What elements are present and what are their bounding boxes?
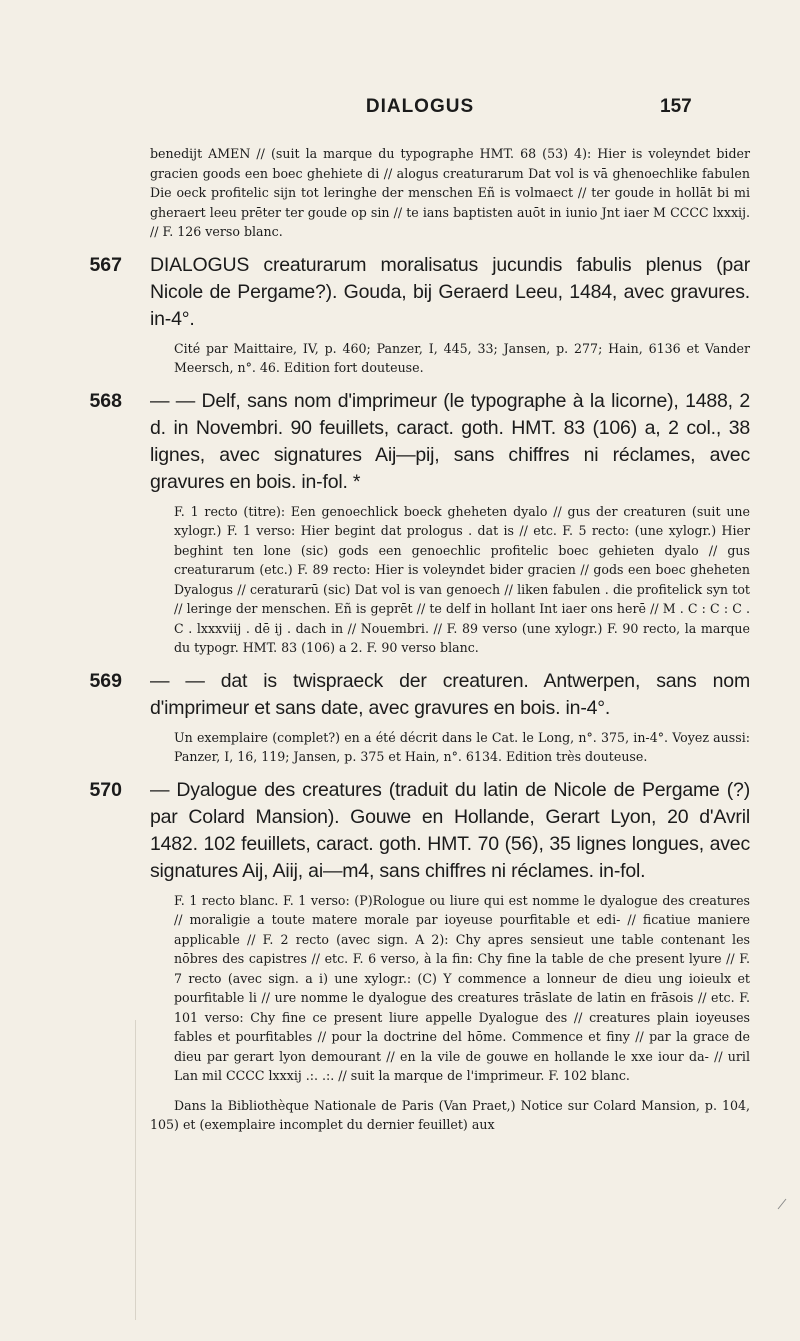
entry-number: 567 — [89, 253, 122, 276]
entry-note: F. 1 recto (titre): Een genoechlick boeck gheheten dyalo // gus der creaturen (suit une xylogr.) F. 1 verso: Hier begint dat prologus . dat is // etc. F. 5 recto: (une xylogr.) Hier beghint ten lone (sic) gods een genoechlic profitelic boec gehieten dyalo // gus creaturarum (etc.) F. 89 recto: Hier is voleyndet bider gracien // gods een boec gheheten Dyalogus // ceraturarū (sic) Dat vol is van genoech // liken fabulen . die profitelick syn tot // leringe der menschen. Eñ is geprēt // te delf in hollant Int iaer ons herē // M . C : C : C . C . lxxxviij . dē ij . dach in // Nouembri. // F. 89 verso (une xylogr.) F. 90 recto, la marque du typogr. HMT. 83 (106) a 2. F. 90 verso blanc. — [174, 503, 750, 655]
entry-number: 569 — [89, 669, 122, 692]
entry-heading: — — dat is twispraeck der creaturen. Antwerpen, sans nom d'imprimeur et sans date, avec gravures en bois. in-4°. — [150, 669, 750, 719]
catalog-entry-568 — [89, 388, 750, 658]
page-number: 157 — [660, 96, 692, 117]
entry-note: F. 1 recto blanc. F. 1 verso: (P)Rologue ou liure qui est nomme le dyalogue des creatures // moraligie a toute matere morale par ioyeuse pourfitable et edi- // ficatiue maniere applicable // F. 2 recto (avec sign. A 2): Chy apres sensieut une table contenant les nōbres des capistres // etc. F. 6 verso, à la fin: Chy fine la table de che present lyure // F. 7 recto (avec sign. a i) une xylogr.: (C) Y commence a lonneur de dieu ung ioieulx et pourfitable li // ure nomme le dyalogue des creatures trāslate de latin en frāsois // etc. F. 101 verso: Chy fine ce present liure appelle Dyalogue des // creatures plain ioyeuses fables et pourfitables // pour la doctrine del hōme. Commence et finy // par la grace de dieu par gerart lyon demourant // en la vile de gouwe en hollande le xxe iour da- // uril Lan mil CCCC lxxxij .:. .:. // suit la marque de l'imprimeur. F. 102 blanc. — [174, 892, 750, 1083]
margin-pencil-line — [135, 1020, 136, 1320]
running-title: DIALOGUS — [365, 96, 475, 117]
continued-note: benedijt AMEN // (suit la marque du typographe HMT. 68 (53) 4): Hier is voleyndet bider gracien goods een boec ghehiete di // alogus creaturarum Dat vol is vā ghenoechlike fabulen Die oeck profitelic sijn tot leringhe der menschen Eñ is volmaect // ter goude in hollāt bi mi gheraert leeu prēter ter goude op sin // te ians baptisten auōt in iunio Jnt iaer M CCCC lxxxij. // F. 126 verso blanc. — [150, 146, 750, 239]
catalog-entry-567 — [89, 252, 750, 378]
entry-heading: — Dyalogue des creatures (traduit du latin de Nicole de Pergame (?) par Colard Mansion). Gouwe en Hollande, Gerart Lyon, 20 d'Avril 1482. 102 feuillets, caract. goth. HMT. 70 (56), 35 lignes longues, avec signatures Aij, Aiij, ai—m4, sans chiffres ni réclames. in-fol. — [150, 778, 750, 882]
entry-heading: — — Delf, sans nom d'imprimeur (le typographe à la licorne), 1488, 2 d. in Novembri. 90 feuillets, caract. goth. HMT. 83 (106) a, 2 col., 38 lignes, avec signatures Aij—pij, sans chiffres ni réclames, avec gravures en bois. in-fol. * — [150, 389, 750, 493]
entry-heading: DIALOGUS creaturarum moralisatus jucundis fabulis plenus (par Nicole de Pergame?). Gouda, bij Geraerd Leeu, 1484, avec gravures. in-4°. — [150, 253, 750, 330]
entry-number: 570 — [89, 778, 122, 801]
margin-tick-icon — [777, 1198, 787, 1210]
entry-note: Cité par Maittaire, IV, p. 460; Panzer, I, 445, 33; Jansen, p. 277; Hain, 6136 et Vander Meersch, n°. 46. Edition fort douteuse. — [174, 340, 750, 375]
entry-number: 568 — [89, 389, 122, 412]
page-content — [89, 144, 750, 1135]
catalog-entry-569 — [89, 668, 750, 767]
running-head — [0, 96, 800, 126]
entry-note: Un exemplaire (complet?) en a été décrit dans le Cat. le Long, n°. 375, in-4°. Voyez aussi: Panzer, I, 16, 119; Jansen, p. 375 et Hain, n°. 6134. Edition très douteuse. — [174, 729, 750, 764]
entry-note-location: Dans la Bibliothèque Nationale de Paris (Van Praet,) Notice sur Colard Mansion, p. 104, 105) et (exemplaire incomplet du dernier feuillet) aux — [150, 1097, 750, 1132]
catalog-entry-570 — [89, 777, 750, 1135]
